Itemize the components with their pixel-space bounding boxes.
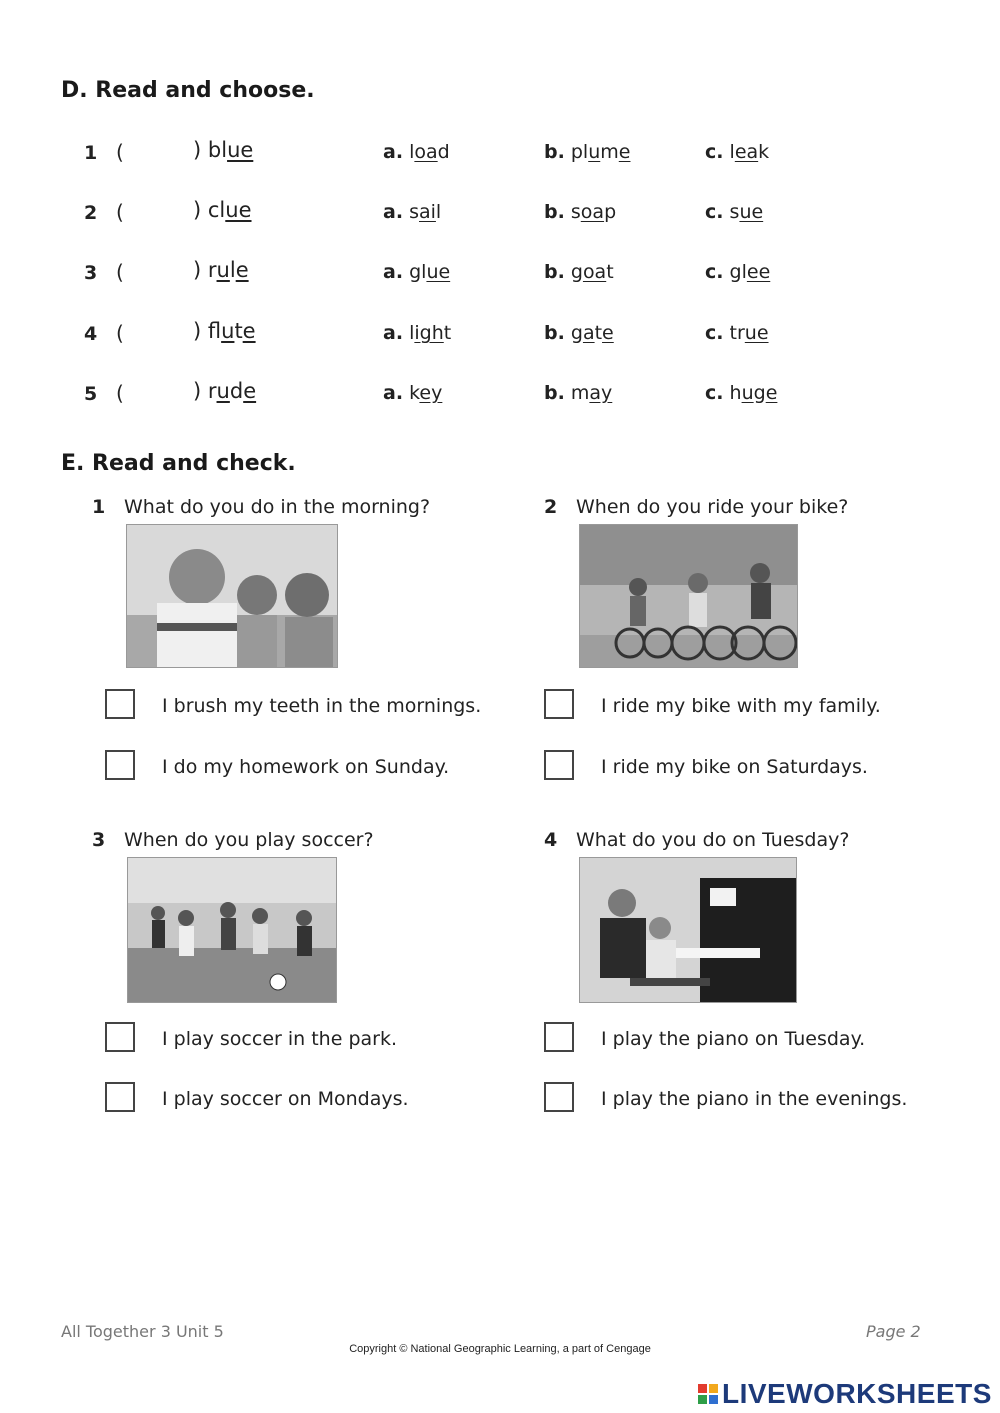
photo-kids-playing-soccer bbox=[127, 857, 337, 1003]
option-b: b. goat bbox=[544, 261, 614, 283]
q1-option2-text: I do my homework on Sunday. bbox=[162, 756, 450, 778]
question-text: What do you do on Tuesday? bbox=[576, 829, 850, 851]
option-b: b. plume bbox=[544, 141, 631, 163]
option-c: c. true bbox=[705, 322, 769, 344]
target-word: ) rude bbox=[193, 379, 257, 403]
item-number: 4 bbox=[84, 323, 98, 345]
question-number: 1 bbox=[92, 496, 106, 518]
target-word: ) clue bbox=[193, 198, 252, 222]
target-word: ) flute bbox=[193, 319, 256, 343]
checkbox-q2-option2[interactable] bbox=[544, 750, 574, 780]
open-paren: ( bbox=[116, 260, 124, 284]
q4-option2-text: I play the piano in the evenings. bbox=[601, 1088, 908, 1110]
option-b: b. soap bbox=[544, 201, 617, 223]
option-c: c. sue bbox=[705, 201, 764, 223]
open-paren: ( bbox=[116, 200, 124, 224]
section-e-title: E. Read and check. bbox=[61, 451, 296, 476]
option-b: b. may bbox=[544, 382, 613, 404]
open-paren: ( bbox=[116, 381, 124, 405]
checkbox-q1-option1[interactable] bbox=[105, 689, 135, 719]
question-text: When do you ride your bike? bbox=[576, 496, 849, 518]
answer-blank[interactable] bbox=[140, 321, 188, 347]
checkbox-q3-option1[interactable] bbox=[105, 1022, 135, 1052]
question-number: 2 bbox=[544, 496, 558, 518]
answer-blank[interactable] bbox=[140, 260, 188, 286]
option-c: c. glee bbox=[705, 261, 771, 283]
target-word: ) blue bbox=[193, 138, 254, 162]
option-a: a. sail bbox=[383, 201, 442, 223]
option-a: a. glue bbox=[383, 261, 451, 283]
q3-option1-text: I play soccer in the park. bbox=[162, 1028, 398, 1050]
question-text: When do you play soccer? bbox=[124, 829, 374, 851]
checkbox-q2-option1[interactable] bbox=[544, 689, 574, 719]
item-number: 1 bbox=[84, 142, 98, 164]
item-number: 2 bbox=[84, 202, 98, 224]
checkbox-q1-option2[interactable] bbox=[105, 750, 135, 780]
checkbox-q4-option2[interactable] bbox=[544, 1082, 574, 1112]
brand-name: LIVEWORKSHEETS bbox=[722, 1378, 992, 1409]
option-a: a. light bbox=[383, 322, 452, 344]
checkbox-q3-option2[interactable] bbox=[105, 1082, 135, 1112]
question-number: 3 bbox=[92, 829, 106, 851]
item-number: 3 bbox=[84, 262, 98, 284]
target-word: ) rule bbox=[193, 258, 249, 282]
question-text: What do you do in the morning? bbox=[124, 496, 431, 518]
photo-family-riding-bikes bbox=[579, 524, 798, 668]
option-c: c. leak bbox=[705, 141, 770, 163]
footer-book-title: All Together 3 Unit 5 bbox=[61, 1322, 224, 1341]
checkbox-q4-option1[interactable] bbox=[544, 1022, 574, 1052]
q3-option2-text: I play soccer on Mondays. bbox=[162, 1088, 409, 1110]
photo-piano-lesson bbox=[579, 857, 797, 1003]
copyright-notice: Copyright © National Geographic Learning, a part of Cengage bbox=[349, 1343, 651, 1355]
answer-blank[interactable] bbox=[140, 140, 188, 166]
open-paren: ( bbox=[116, 140, 124, 164]
option-c: c. huge bbox=[705, 382, 778, 404]
liveworksheets-logo bbox=[698, 1378, 992, 1410]
option-a: a. load bbox=[383, 141, 450, 163]
footer-page-number: Page 2 bbox=[866, 1322, 921, 1341]
q1-option1-text: I brush my teeth in the mornings. bbox=[162, 695, 482, 717]
q2-option2-text: I ride my bike on Saturdays. bbox=[601, 756, 868, 778]
answer-blank[interactable] bbox=[140, 200, 188, 226]
option-a: a. key bbox=[383, 382, 443, 404]
logo-blocks-icon bbox=[698, 1384, 718, 1404]
q4-option1-text: I play the piano on Tuesday. bbox=[601, 1028, 866, 1050]
photo-family-brushing-teeth bbox=[126, 524, 338, 668]
open-paren: ( bbox=[116, 321, 124, 345]
option-b: b. gate bbox=[544, 322, 614, 344]
answer-blank[interactable] bbox=[140, 381, 188, 407]
q2-option1-text: I ride my bike with my family. bbox=[601, 695, 881, 717]
question-number: 4 bbox=[544, 829, 558, 851]
section-d-title: D. Read and choose. bbox=[61, 78, 315, 103]
item-number: 5 bbox=[84, 383, 98, 405]
